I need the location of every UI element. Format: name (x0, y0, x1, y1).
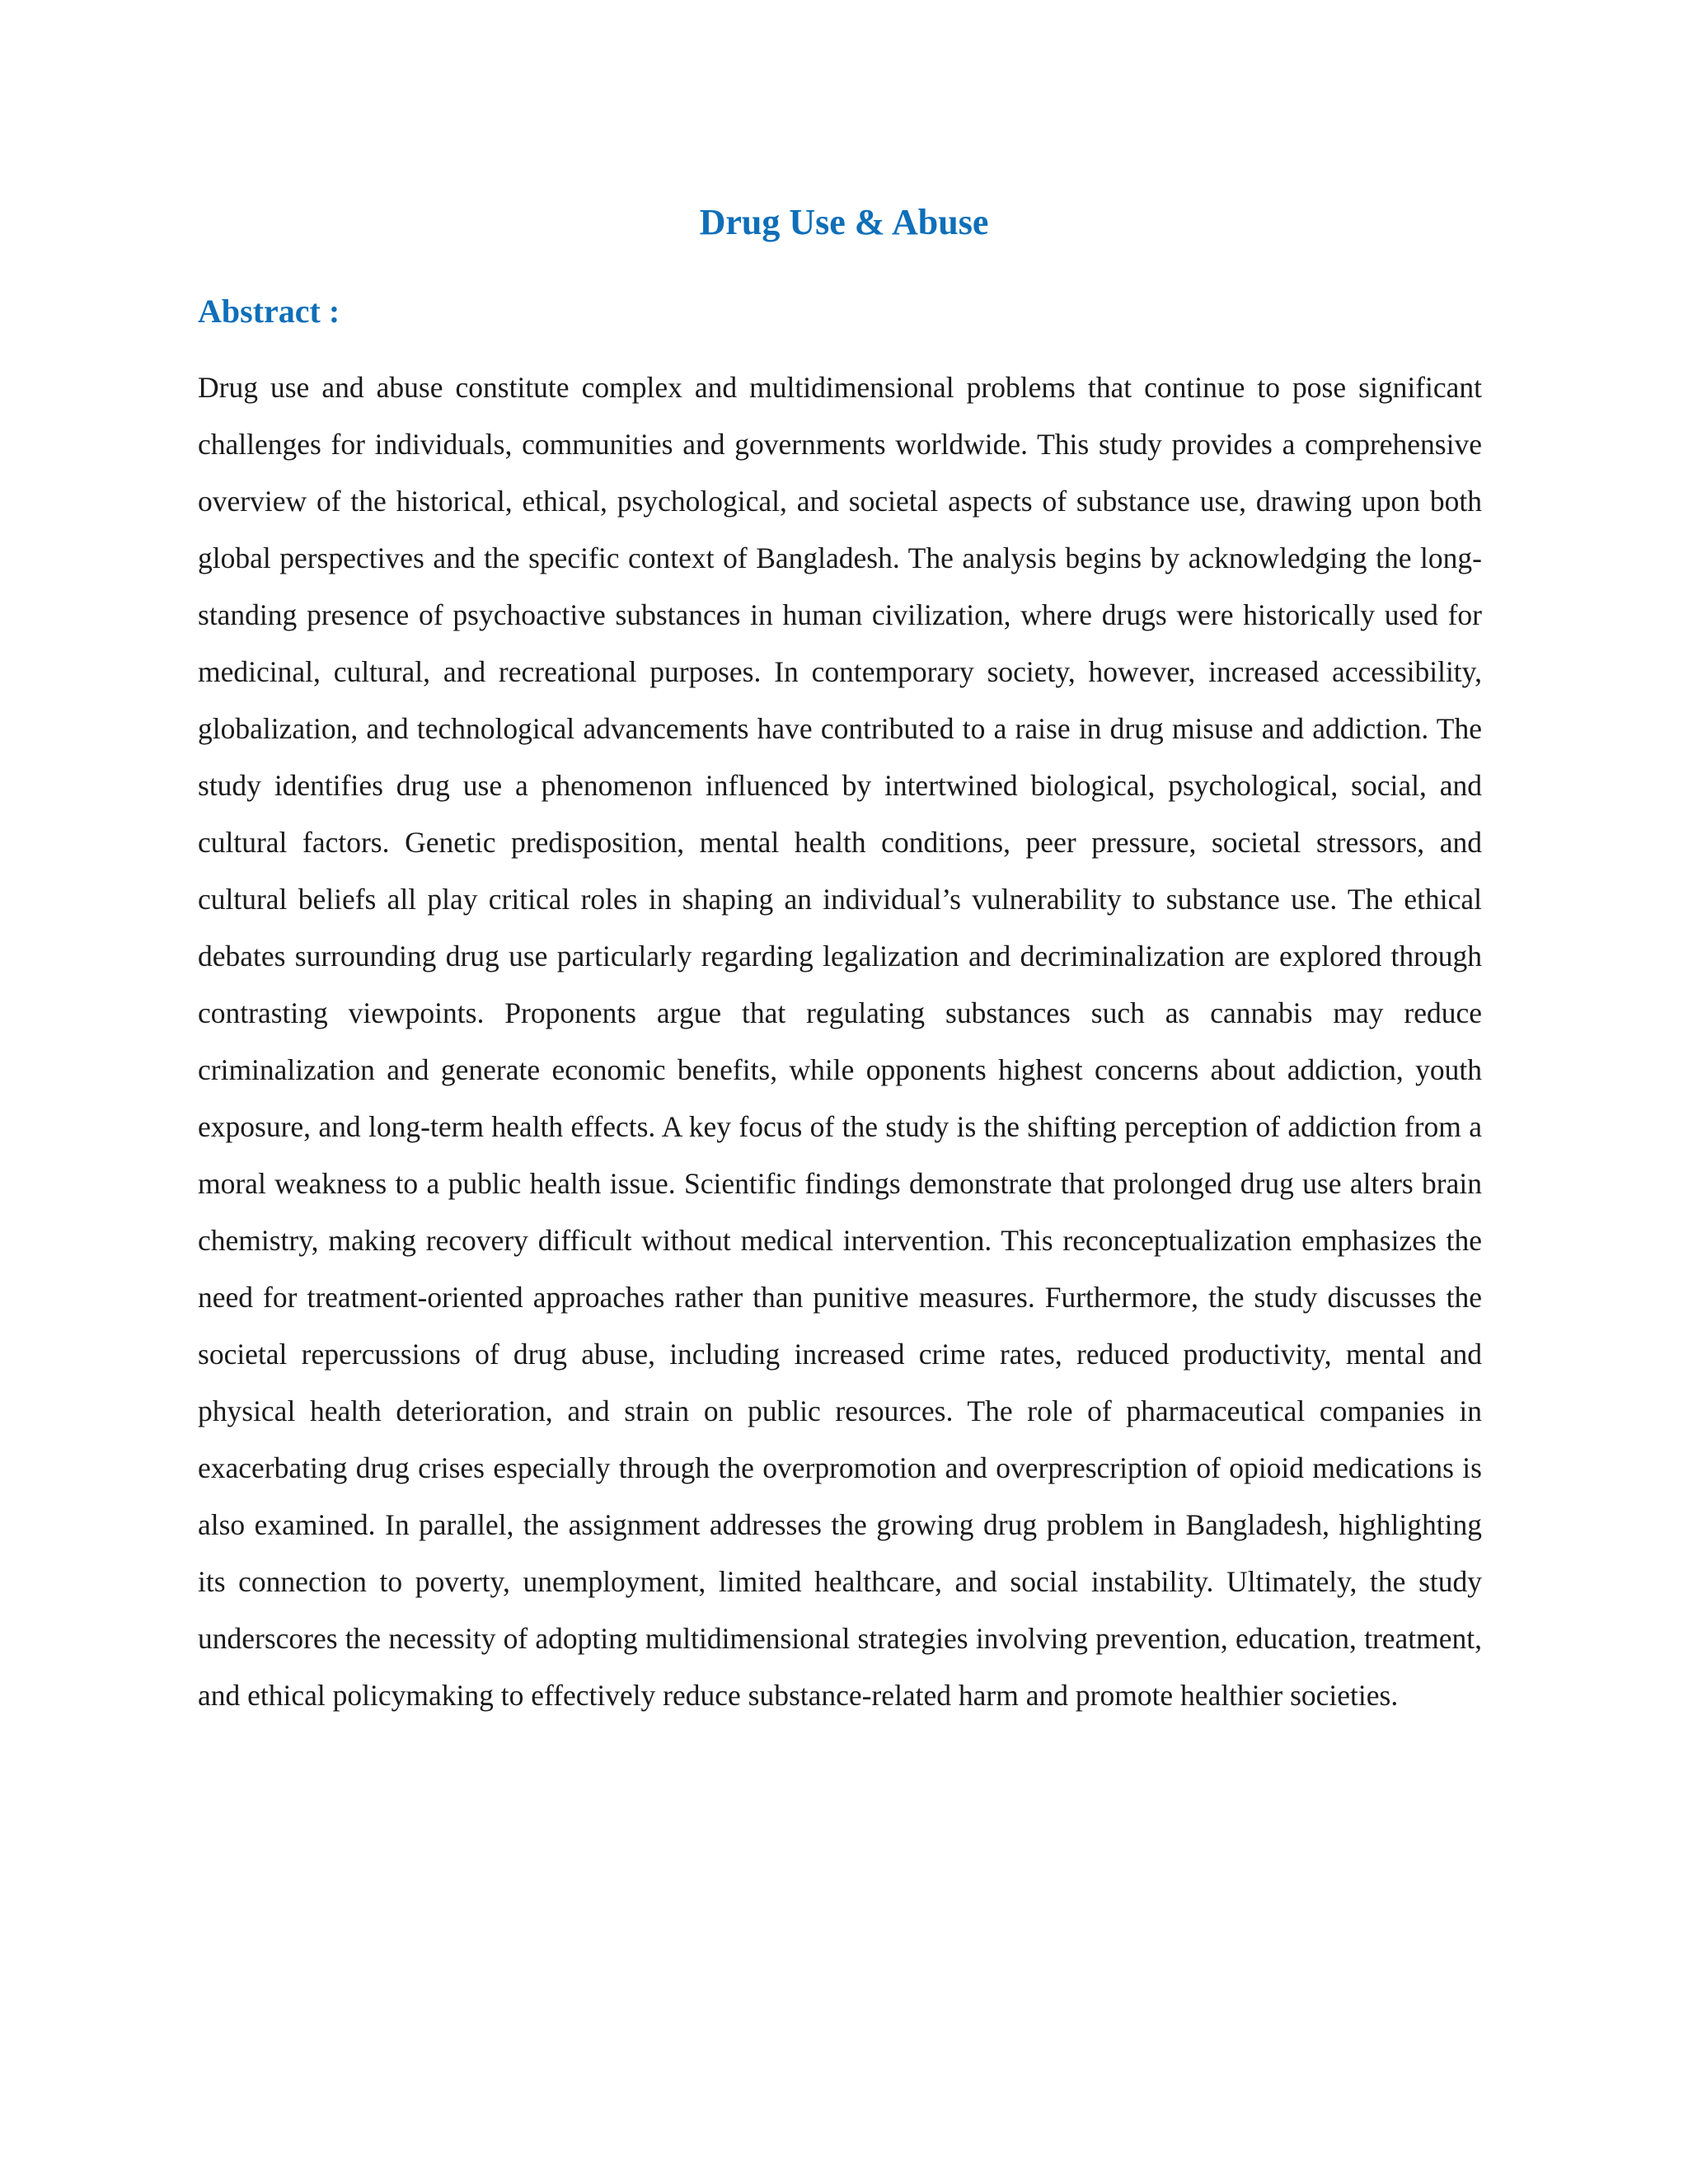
abstract-heading: Abstract : (198, 293, 340, 330)
document-title: Drug Use & Abuse (699, 202, 989, 242)
abstract-paragraph: Drug use and abuse constitute complex and multidimensional problems that continue to pose significant challenges for individuals, communities and governments worldwide. This study provides a comprehensive overview of the historical, ethical, psychological, and societal aspects of substance use, drawing upon both global perspectives and the specific context of Bangladesh. The analysis begins by acknowledging the long-standing presence of psychoactive substances in human civilization, where drugs were historically used for medicinal, cultural, and recreational purposes. In contemporary society, however, increased accessibility, globalization, and technological advancements have contributed to a raise in drug misuse and addiction. The study identifies drug use a phenomenon influenced by intertwined biological, psychological, social, and cultural factors. Genetic predisposition, mental health conditions, peer pressure, societal stressors, and cultural beliefs all play critical roles in shaping an individual’s vulnerability to substance use. The ethical debates surrounding drug use particularly regarding legalization and decriminalization are explored through contrasting viewpoints. Proponents argue that regulating substances such as cannabis may reduce criminalization and generate economic benefits, while opponents highest concerns about addiction, youth exposure, and long-term health effects. A key focus of the study is the shifting perception of addiction from a moral weakness to a public health issue. Scientific findings demonstrate that prolonged drug use alters brain chemistry, making recovery difficult without medical intervention. This reconceptualization emphasizes the need for treatment-oriented approaches rather than punitive measures. Furthermore, the study discusses the societal repercussions of drug abuse, including increased crime rates, reduced productivity, mental and physical health deterioration, and strain on public resources. The role of pharmaceutical companies in exacerbating drug crises especially through the overpromotion and overprescription of opioid medications is also examined. In parallel, the assignment addresses the growing drug problem in Bangladesh, highlighting its connection to poverty, unemployment, limited healthcare, and social instability. Ultimately, the study underscores the necessity of adopting multidimensional strategies involving prevention, education, treatment, and ethical policymaking to effectively reduce substance-related harm and promote healthier societies. (198, 371, 1482, 1712)
